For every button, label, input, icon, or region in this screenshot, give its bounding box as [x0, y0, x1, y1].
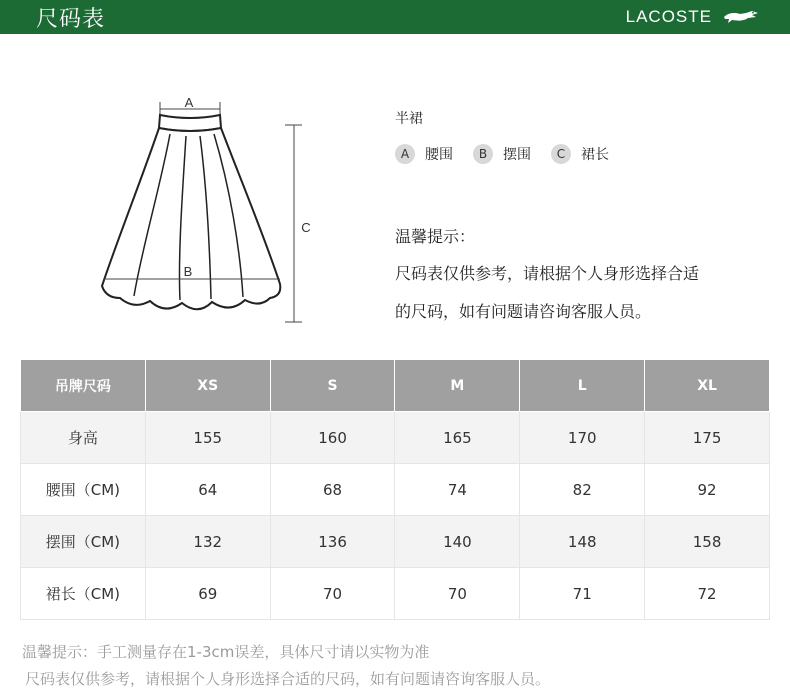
header-cell-m: M — [395, 360, 520, 412]
table-cell: 140 — [395, 516, 520, 568]
tip-line-1: 尺码表仅供参考，请根据个人身形选择合适 — [395, 264, 700, 283]
legend-label-hem: 摆围 — [503, 147, 531, 163]
legend-key-c: C — [551, 144, 571, 164]
table-cell: 136 — [270, 516, 395, 568]
dimension-label-b: B — [183, 264, 193, 279]
table-cell: 裙长（CM) — [21, 568, 146, 620]
header-bar — [0, 0, 790, 34]
table-cell: 身高 — [21, 412, 146, 464]
table-cell: 92 — [645, 464, 770, 516]
info-panel — [395, 100, 700, 321]
table-cell: 71 — [520, 568, 645, 620]
header-cell-xs: XS — [145, 360, 270, 412]
table-cell: 155 — [145, 412, 270, 464]
brand-name: LACOSTE — [625, 7, 712, 26]
skirt-diagram — [90, 88, 315, 332]
table-cell: 158 — [645, 516, 770, 568]
legend-label-length: 裙长 — [581, 147, 609, 163]
footer-note-2: 尺码表仅供参考，请根据个人身形选择合适的尺码，如有问题请咨询客服人员。 — [25, 670, 551, 688]
table-cell: 160 — [270, 412, 395, 464]
table-cell: 165 — [395, 412, 520, 464]
table-cell: 68 — [270, 464, 395, 516]
legend-key-a: A — [395, 144, 415, 164]
measurement-legend — [395, 144, 629, 164]
table-cell: 170 — [520, 412, 645, 464]
table-cell: 64 — [145, 464, 270, 516]
table-cell: 175 — [645, 412, 770, 464]
tip-line-2: 的尺码，如有问题请咨询客服人员。 — [395, 302, 652, 321]
legend-label-waist: 腰围 — [425, 147, 453, 163]
table-cell: 74 — [395, 464, 520, 516]
tip-title: 温馨提示： — [395, 227, 476, 246]
table-cell: 72 — [645, 568, 770, 620]
table-row — [21, 516, 770, 568]
page-title: 尺码表 — [36, 7, 106, 32]
table-row — [21, 412, 770, 464]
table-cell: 摆围（CM) — [21, 516, 146, 568]
table-cell: 132 — [145, 516, 270, 568]
table-cell: 82 — [520, 464, 645, 516]
crocodile-icon — [722, 8, 760, 30]
header-cell-tag-size: 吊牌尺码 — [21, 360, 146, 412]
header-cell-s: S — [270, 360, 395, 412]
header-cell-xl: XL — [645, 360, 770, 412]
table-cell: 腰围（CM) — [21, 464, 146, 516]
table-row — [21, 568, 770, 620]
table-cell: 148 — [520, 516, 645, 568]
table-cell: 69 — [145, 568, 270, 620]
table-cell: 70 — [270, 568, 395, 620]
dimension-label-a: A — [184, 95, 194, 110]
table-row — [21, 464, 770, 516]
header-cell-l: L — [520, 360, 645, 412]
product-type: 半裙 — [395, 111, 423, 127]
table-cell: 70 — [395, 568, 520, 620]
footer-note-1: 温馨提示：手工测量存在1-3cm误差，具体尺寸请以实物为准 — [22, 643, 430, 661]
dimension-label-c: C — [301, 220, 311, 235]
legend-key-b: B — [473, 144, 493, 164]
size-table — [20, 359, 770, 620]
table-header-row — [21, 360, 770, 412]
